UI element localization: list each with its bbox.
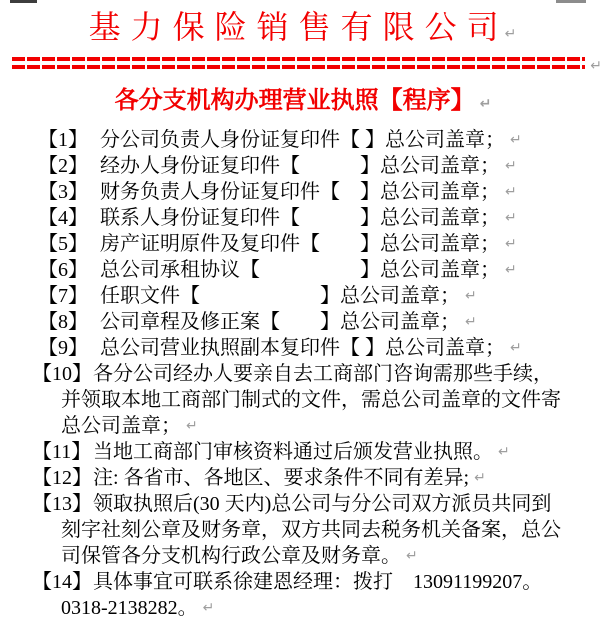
- item-text: 分公司负责人身份证复印件【 】总公司盖章；: [100, 129, 505, 151]
- item-number: 【5】: [38, 233, 88, 255]
- paragraph-mark-icon: ↵: [186, 418, 198, 434]
- paragraph-mark-icon: ↵: [406, 548, 418, 564]
- double-line-divider: [12, 57, 602, 74]
- list-item-14-continuation: [0, 595, 606, 621]
- item-number: 【14】: [32, 571, 92, 593]
- list-item-1: [0, 127, 606, 153]
- item-number: 【13】: [32, 493, 92, 515]
- paragraph-mark-icon: ↵: [590, 58, 602, 74]
- item-number: 【1】: [38, 129, 88, 151]
- divider-bar-top: [12, 57, 585, 61]
- item-text: 当地工商部门审核资料通过后颁发营业执照。: [93, 441, 493, 463]
- list-item-7: [0, 283, 606, 309]
- item-text: 财务负责人身份证复印件【 】总公司盖章；: [100, 181, 500, 203]
- paragraph-mark-icon: ↵: [505, 210, 517, 226]
- item-number: 【12】: [32, 467, 92, 489]
- paragraph-mark-icon: ↵: [510, 340, 522, 356]
- item-number: 【7】: [38, 285, 88, 307]
- paragraph-mark-icon: ↵: [505, 236, 517, 252]
- item-number: 【2】: [38, 155, 88, 177]
- list-item-6: [0, 257, 606, 283]
- paragraph-mark-icon: ↵: [474, 470, 486, 486]
- list-item-11: [0, 439, 606, 465]
- list-item-13-continuation: [0, 517, 606, 543]
- list-item-13-continuation: [0, 543, 606, 569]
- procedure-list: [0, 127, 606, 621]
- item-text: 任职文件【 】总公司盖章；: [100, 285, 460, 307]
- paragraph-mark-icon: ↵: [504, 26, 518, 42]
- list-item-10: [0, 361, 606, 387]
- paragraph-mark-icon: ↵: [510, 132, 522, 148]
- list-item-12: [0, 465, 606, 491]
- paragraph-mark-icon: ↵: [465, 288, 477, 304]
- paragraph-mark-icon: ↵: [505, 158, 517, 174]
- item-text: 注: 各省市、各地区、要求条件不同有差异;: [93, 467, 470, 489]
- list-item-10-continuation: [0, 413, 606, 439]
- list-item-2: [0, 153, 606, 179]
- paragraph-mark-icon: ↵: [465, 314, 477, 330]
- item-text: 各分公司经办人要亲自去工商部门咨询需那些手续，: [93, 363, 553, 385]
- item-number: 【3】: [38, 181, 88, 203]
- list-item-13: [0, 491, 606, 517]
- list-item-9: [0, 335, 606, 361]
- item-text: 司保管各分支机构行政公章及财务章。: [61, 545, 401, 567]
- item-text: 具体事宜可联系徐建恩经理：拨打 13091199207。: [93, 571, 543, 593]
- item-number: 【10】: [32, 363, 92, 385]
- item-number: 【9】: [38, 337, 88, 359]
- list-item-8: [0, 309, 606, 335]
- paragraph-mark-icon: ↵: [202, 600, 215, 616]
- item-text: 联系人身份证复印件【 】总公司盖章；: [100, 207, 500, 229]
- top-left-crop-mark: [10, 0, 37, 3]
- list-item-3: [0, 179, 606, 205]
- item-text: 领取执照后(30 天内)总公司与分公司双方派员共同到: [93, 493, 552, 515]
- item-text: 总公司盖章；: [61, 415, 181, 437]
- item-number: 【6】: [38, 259, 88, 281]
- paragraph-mark-icon: ↵: [498, 444, 510, 460]
- list-item-10-continuation: [0, 387, 606, 413]
- paragraph-mark-icon: ↵: [505, 184, 517, 200]
- item-number: 【11】: [32, 441, 92, 463]
- company-name-header: [0, 0, 606, 47]
- paragraph-mark-icon: ↵: [505, 262, 517, 278]
- top-right-crop-mark: [556, 0, 586, 3]
- list-item-4: [0, 205, 606, 231]
- item-text: 房产证明原件及复印件【 】总公司盖章；: [100, 233, 500, 255]
- item-text: 总公司营业执照副本复印件【 】总公司盖章；: [100, 337, 505, 359]
- item-text: 0318-2138282。: [61, 597, 198, 619]
- item-text: 并领取本地工商部门制式的文件，需总公司盖章的文件寄: [61, 389, 561, 411]
- list-item-14: [0, 569, 606, 595]
- item-number: 【4】: [38, 207, 88, 229]
- divider-bar-bottom: [12, 65, 585, 69]
- document-title: [0, 87, 606, 115]
- document-title-text: 各分支机构办理营业执照【程序】: [114, 88, 475, 114]
- paragraph-mark-icon: ↵: [479, 96, 492, 112]
- item-text: 公司章程及修正案【 】总公司盖章；: [100, 311, 460, 333]
- item-text: 经办人身份证复印件【 】总公司盖章；: [100, 155, 500, 177]
- list-item-5: [0, 231, 606, 257]
- company-name-text: 基 力 保 险 销 售 有 限 公 司: [88, 9, 500, 45]
- item-text: 刻字社刻公章及财务章，双方共同去税务机关备案，总公: [61, 519, 561, 541]
- item-number: 【8】: [38, 311, 88, 333]
- item-text: 总公司承租协议【 】总公司盖章；: [100, 259, 500, 281]
